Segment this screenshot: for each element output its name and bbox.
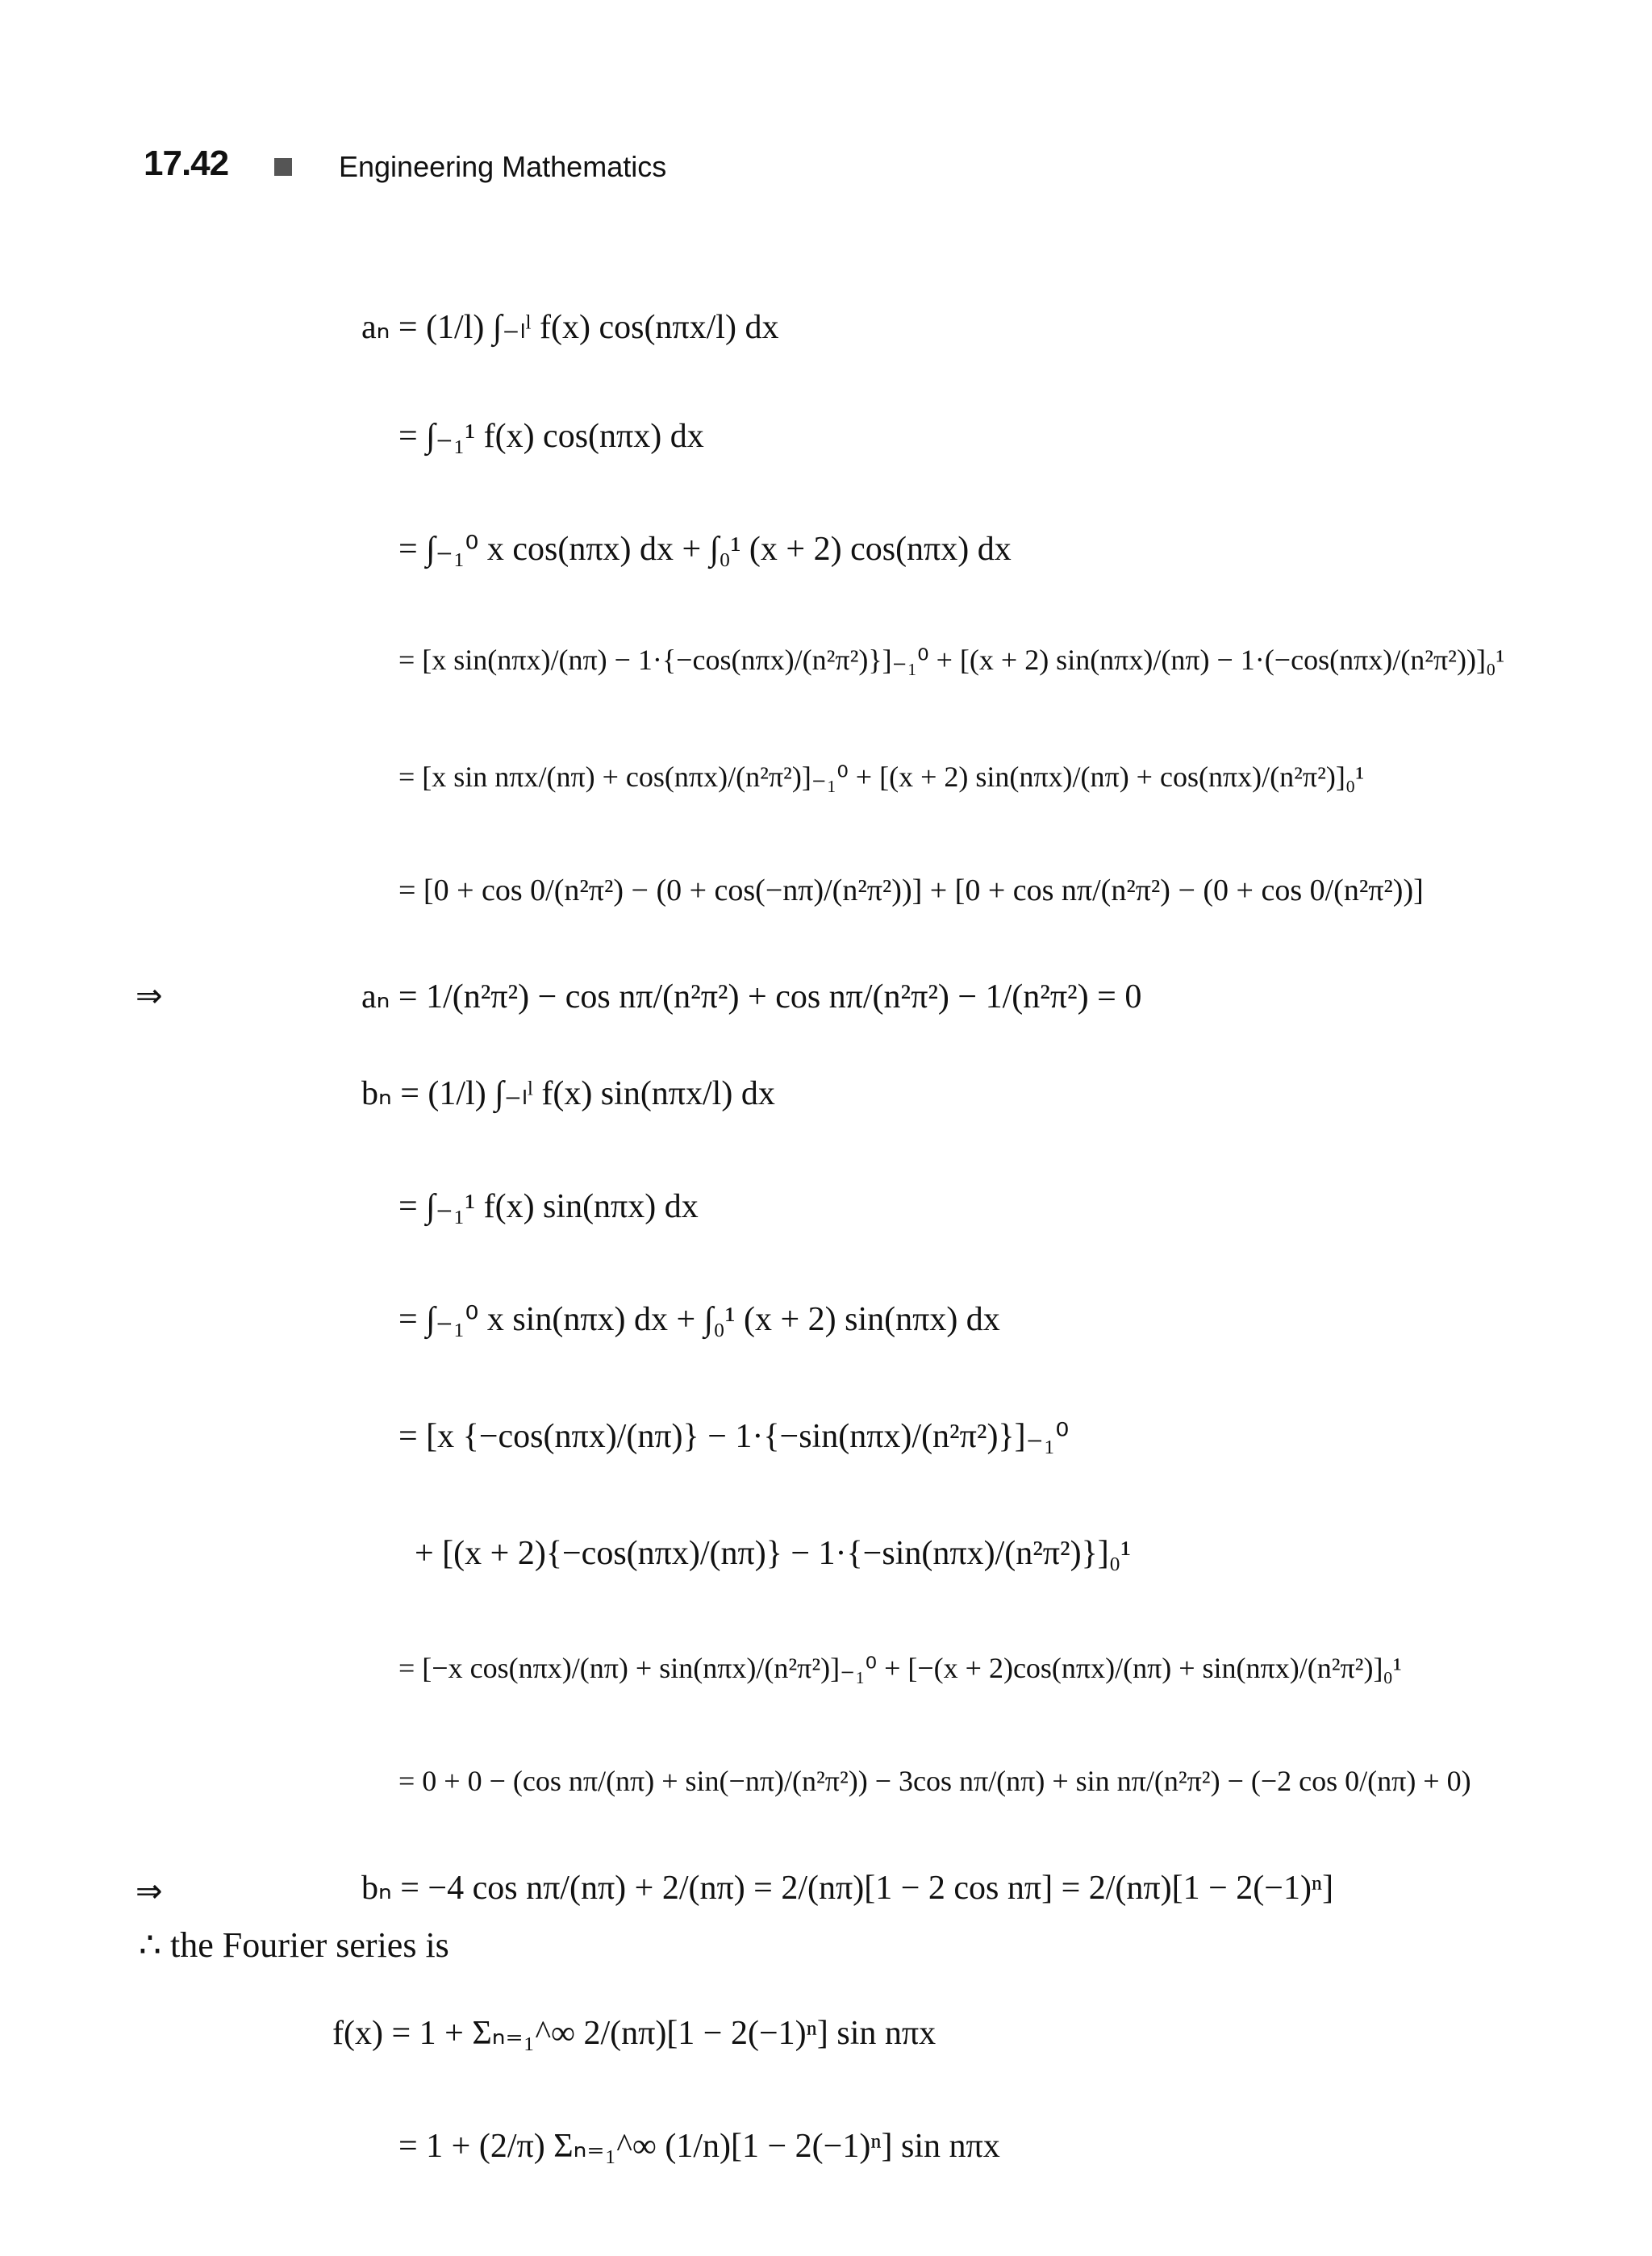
eq-bn-result: bₙ = −4 cos nπ/(nπ) + 2/(nπ) = 2/(nπ)[1 − 2 cos nπ] = 2/(nπ)[1 − 2(−1)ⁿ] [361,1870,1334,1907]
eq-bn-step-6: = [−x cos(nπx)/(nπ) + sin(nπx)/(n²π²)]₋₁⁰ + [−(x + 2)cos(nπx)/(nπ) + sin(nπx)/(n²π²)]₀¹ [398,1652,1402,1684]
eq-fourier-series-simplified: = 1 + (2/π) Σₙ₌₁^∞ (1/n)[1 − 2(−1)ⁿ] sin nπx [398,2128,1000,2165]
page-number: 17.42 [144,144,229,183]
therefore-statement: ∴ the Fourier series is [139,1925,449,1965]
implies-arrow: ⇒ [136,978,163,1015]
eq-an-step-6: = [0 + cos 0/(n²π²) − (0 + cos(−nπ)/(n²π²))] + [0 + cos nπ/(n²π²) − (0 + cos 0/(n²π²))] [398,874,1424,907]
eq-bn-definition: bₙ = (1/l) ∫₋ₗˡ f(x) sin(nπx/l) dx [361,1075,775,1112]
implies-arrow: ⇒ [136,1873,163,1910]
eq-an-definition: aₙ = (1/l) ∫₋ₗˡ f(x) cos(nπx/l) dx [361,309,779,346]
book-title: Engineering Mathematics [339,150,667,183]
eq-fourier-series: f(x) = 1 + Σₙ₌₁^∞ 2/(nπ)[1 − 2(−1)ⁿ] sin nπx [332,2015,937,2052]
eq-bn-step-7: = 0 + 0 − (cos nπ/(nπ) + sin(−nπ)/(n²π²)) − 3cos nπ/(nπ) + sin nπ/(n²π²) − (−2 cos 0/(nπ) + 0) [398,1765,1471,1797]
eq-an-step-2: = ∫₋₁¹ f(x) cos(nπx) dx [398,418,704,455]
eq-bn-step-4: = [x {−cos(nπx)/(nπ)} − 1·{−sin(nπx)/(n²π²)}]₋₁⁰ [398,1418,1070,1455]
eq-an-step-3: = ∫₋₁⁰ x cos(nπx) dx + ∫₀¹ (x + 2) cos(nπx) dx [398,531,1012,568]
eq-an-step-4: = [x sin(nπx)/(nπ) − 1·{−cos(nπx)/(n²π²)}]₋₁⁰ + [(x + 2) sin(nπx)/(nπ) − 1·(−cos(nπx)/(n²π²))]₀¹ [398,644,1505,676]
eq-bn-step-5: + [(x + 2){−cos(nπx)/(nπ)} − 1·{−sin(nπx)/(n²π²)}]₀¹ [415,1535,1131,1572]
eq-an-step-5: = [x sin nπx/(nπ) + cos(nπx)/(n²π²)]₋₁⁰ + [(x + 2) sin(nπx)/(nπ) + cos(nπx)/(n²π²)]₀¹ [398,761,1365,793]
eq-bn-step-2: = ∫₋₁¹ f(x) sin(nπx) dx [398,1188,699,1225]
eq-an-result: aₙ = 1/(n²π²) − cos nπ/(n²π²) + cos nπ/(n²π²) − 1/(n²π²) = 0 [361,978,1142,1015]
header-square-bullet [274,158,292,176]
eq-bn-step-3: = ∫₋₁⁰ x sin(nπx) dx + ∫₀¹ (x + 2) sin(nπx) dx [398,1301,1000,1338]
